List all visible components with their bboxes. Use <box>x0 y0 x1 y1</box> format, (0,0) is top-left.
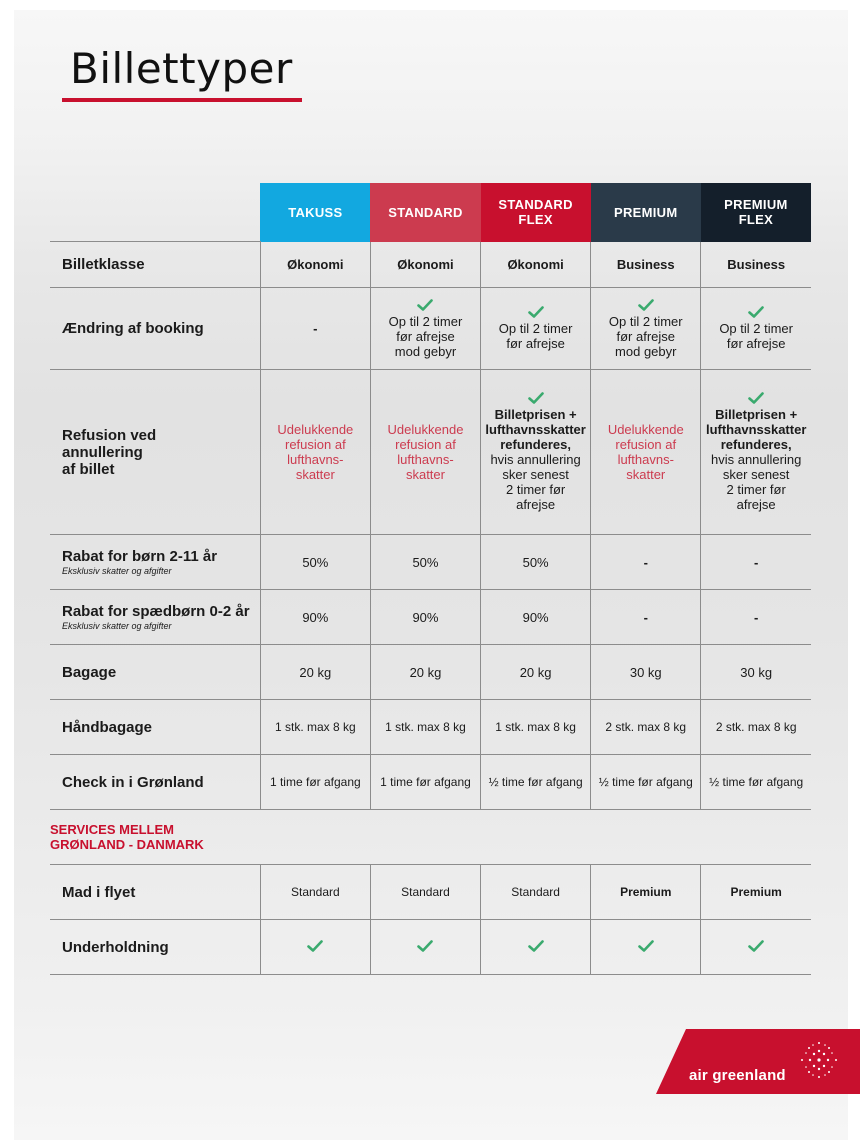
cell-value: ½ time før afgang <box>591 755 701 810</box>
header-label: STANDARD <box>498 197 573 213</box>
cell-dash: - <box>260 288 370 370</box>
cell-line: Udelukkende <box>387 422 464 437</box>
header-standard-flex <box>481 183 591 242</box>
checkmark-icon <box>417 940 433 952</box>
row-services-header <box>50 810 811 865</box>
services-heading <box>50 810 811 865</box>
row-label: Mad i flyet <box>50 865 260 920</box>
row-label <box>50 590 260 645</box>
header-standard <box>370 183 480 242</box>
cell-value <box>701 920 811 975</box>
cell-line: før afrejse <box>396 328 455 344</box>
label-main: Rabat for spædbørn 0-2 år <box>62 602 250 620</box>
cell-value <box>481 370 591 535</box>
header-label-line2: FLEX <box>738 212 774 228</box>
row-billetklasse <box>50 242 811 288</box>
row-label: Ændring af booking <box>50 288 260 370</box>
cell-value: Standard <box>481 865 591 920</box>
cell-line: lufthavns- <box>287 452 344 467</box>
cell-line: Op til 2 timer <box>608 313 683 329</box>
cell-line: Udelukkende <box>607 422 684 437</box>
cell-value: 2 stk. max 8 kg <box>701 700 811 755</box>
title-underline <box>62 98 302 102</box>
checkmark-icon <box>748 306 764 318</box>
row-rabat-boern <box>50 535 811 590</box>
services-heading-line: GRØNLAND - DANMARK <box>50 837 204 852</box>
header-empty-cell <box>50 183 260 242</box>
cell-value: 20 kg <box>370 645 480 700</box>
cell-line: Billetprisen + <box>715 407 798 422</box>
page-title: Billettyper <box>70 44 293 93</box>
checkmark-icon <box>638 299 654 311</box>
row-label <box>50 535 260 590</box>
cell-line: 2 timer før <box>506 482 566 497</box>
checkmark-icon <box>748 940 764 952</box>
cell-value <box>701 288 811 370</box>
label-main: Rabat for børn 2-11 år <box>62 547 218 565</box>
cell-line: sker senest <box>722 467 790 482</box>
cell-value: Standard <box>370 865 480 920</box>
cell-value: 50% <box>370 535 480 590</box>
cell-line: hvis annullering <box>490 452 581 467</box>
label-line: Refusion ved <box>62 426 157 444</box>
cell-value: 20 kg <box>481 645 591 700</box>
row-label: Håndbagage <box>50 700 260 755</box>
row-checkin <box>50 755 811 810</box>
header-label: TAKUSS <box>288 204 343 220</box>
cell-line: Op til 2 timer <box>719 321 793 336</box>
cell-line: Op til 2 timer <box>498 321 573 336</box>
cell-line: mod gebyr <box>394 343 457 359</box>
label-line: annullering <box>62 443 143 461</box>
cell-line: Op til 2 timer <box>388 313 463 329</box>
cell-dash: - <box>591 590 701 645</box>
cell-value: Premium <box>701 865 811 920</box>
cell-value: Økonomi <box>481 242 591 288</box>
checkmark-icon <box>307 940 323 952</box>
cell-value <box>591 288 701 370</box>
cell-line: før afrejse <box>506 336 565 351</box>
checkmark-icon <box>528 940 544 952</box>
cell-dash: - <box>701 590 811 645</box>
cell-value: ½ time før afgang <box>701 755 811 810</box>
cell-line: Billetprisen + <box>494 407 577 422</box>
cell-value <box>591 920 701 975</box>
cell-value: 50% <box>481 535 591 590</box>
cell-value: 2 stk. max 8 kg <box>591 700 701 755</box>
row-underholdning <box>50 920 811 975</box>
checkmark-icon <box>638 940 654 952</box>
row-aendring <box>50 288 811 370</box>
cell-line: refusion af <box>284 437 346 452</box>
cell-value: 90% <box>481 590 591 645</box>
air-greenland-logo <box>656 1029 860 1094</box>
cell-value: 30 kg <box>591 645 701 700</box>
services-heading-line: SERVICES MELLEM <box>50 822 175 837</box>
cell-line: lufthavns- <box>617 452 674 467</box>
cell-dash: - <box>701 535 811 590</box>
cell-line: 2 timer før <box>726 482 786 497</box>
checkmark-icon <box>528 392 544 404</box>
row-label <box>50 370 260 535</box>
cell-line: afrejse <box>736 497 776 512</box>
cell-line: før afrejse <box>616 328 676 344</box>
row-rabat-spaed <box>50 590 811 645</box>
cell-value: Økonomi <box>370 242 480 288</box>
header-label: STANDARD <box>388 204 463 220</box>
logo-text: air greenland <box>689 1067 786 1084</box>
header-label-line2: FLEX <box>518 212 553 228</box>
cell-line: hvis annullering <box>710 452 802 467</box>
cell-dash: - <box>591 535 701 590</box>
cell-value: 1 time før afgang <box>260 755 370 810</box>
cell-value: 30 kg <box>701 645 811 700</box>
cell-line: refunderes, <box>720 437 792 452</box>
row-haandbagage <box>50 700 811 755</box>
row-bagage <box>50 645 811 700</box>
cell-value: Business <box>591 242 701 288</box>
header-premium-flex <box>701 183 811 242</box>
cell-value: 1 stk. max 8 kg <box>370 700 480 755</box>
cell-value <box>481 920 591 975</box>
header-takuss <box>260 183 370 242</box>
header-row <box>50 183 811 242</box>
cell-value <box>591 370 701 535</box>
cell-line: lufthavns- <box>397 452 454 467</box>
cell-value: 1 stk. max 8 kg <box>260 700 370 755</box>
cell-value: Økonomi <box>260 242 370 288</box>
cell-value: 90% <box>370 590 480 645</box>
cell-value: 1 stk. max 8 kg <box>481 700 591 755</box>
cell-line: sker senest <box>502 467 569 482</box>
cell-value <box>370 288 480 370</box>
checkmark-icon <box>417 299 433 311</box>
cell-line: lufthavnsskatter <box>485 422 586 437</box>
checkmark-icon <box>748 392 764 404</box>
cell-value <box>481 288 591 370</box>
cell-line: Udelukkende <box>277 422 354 437</box>
cell-value: ½ time før afgang <box>481 755 591 810</box>
cell-value <box>370 370 480 535</box>
row-label: Billetklasse <box>50 242 260 288</box>
header-label: PREMIUM <box>614 204 678 220</box>
cell-value: 50% <box>260 535 370 590</box>
ticket-types-table <box>50 183 811 975</box>
cell-line: lufthavnsskatter <box>705 422 807 437</box>
cell-line: før afrejse <box>726 336 786 351</box>
cell-line: skatter <box>626 467 666 482</box>
header-label: PREMIUM <box>724 197 788 213</box>
cell-line: afrejse <box>516 497 556 512</box>
cell-value: Business <box>701 242 811 288</box>
cell-value: 90% <box>260 590 370 645</box>
cell-value <box>260 920 370 975</box>
cell-value: 1 time før afgang <box>370 755 480 810</box>
cell-value <box>370 920 480 975</box>
cell-value <box>260 370 370 535</box>
label-sub: Eksklusiv skatter og afgifter <box>62 565 172 576</box>
cell-line: refusion af <box>615 437 677 452</box>
cell-value: Standard <box>260 865 370 920</box>
cell-line: mod gebyr <box>615 343 677 359</box>
row-refusion <box>50 370 811 535</box>
cell-line: skatter <box>405 467 445 482</box>
cell-value: 20 kg <box>260 645 370 700</box>
cell-line: refusion af <box>395 437 456 452</box>
row-label: Underholdning <box>50 920 260 975</box>
cell-line: skatter <box>295 467 335 482</box>
cell-value <box>701 370 811 535</box>
row-label: Bagage <box>50 645 260 700</box>
row-mad <box>50 865 811 920</box>
cell-line: refunderes, <box>500 437 572 452</box>
header-premium <box>591 183 701 242</box>
row-label: Check in i Grønland <box>50 755 260 810</box>
label-sub: Eksklusiv skatter og afgifter <box>62 620 172 631</box>
cell-value: Premium <box>591 865 701 920</box>
checkmark-icon <box>528 306 544 318</box>
label-line: af billet <box>62 460 115 478</box>
